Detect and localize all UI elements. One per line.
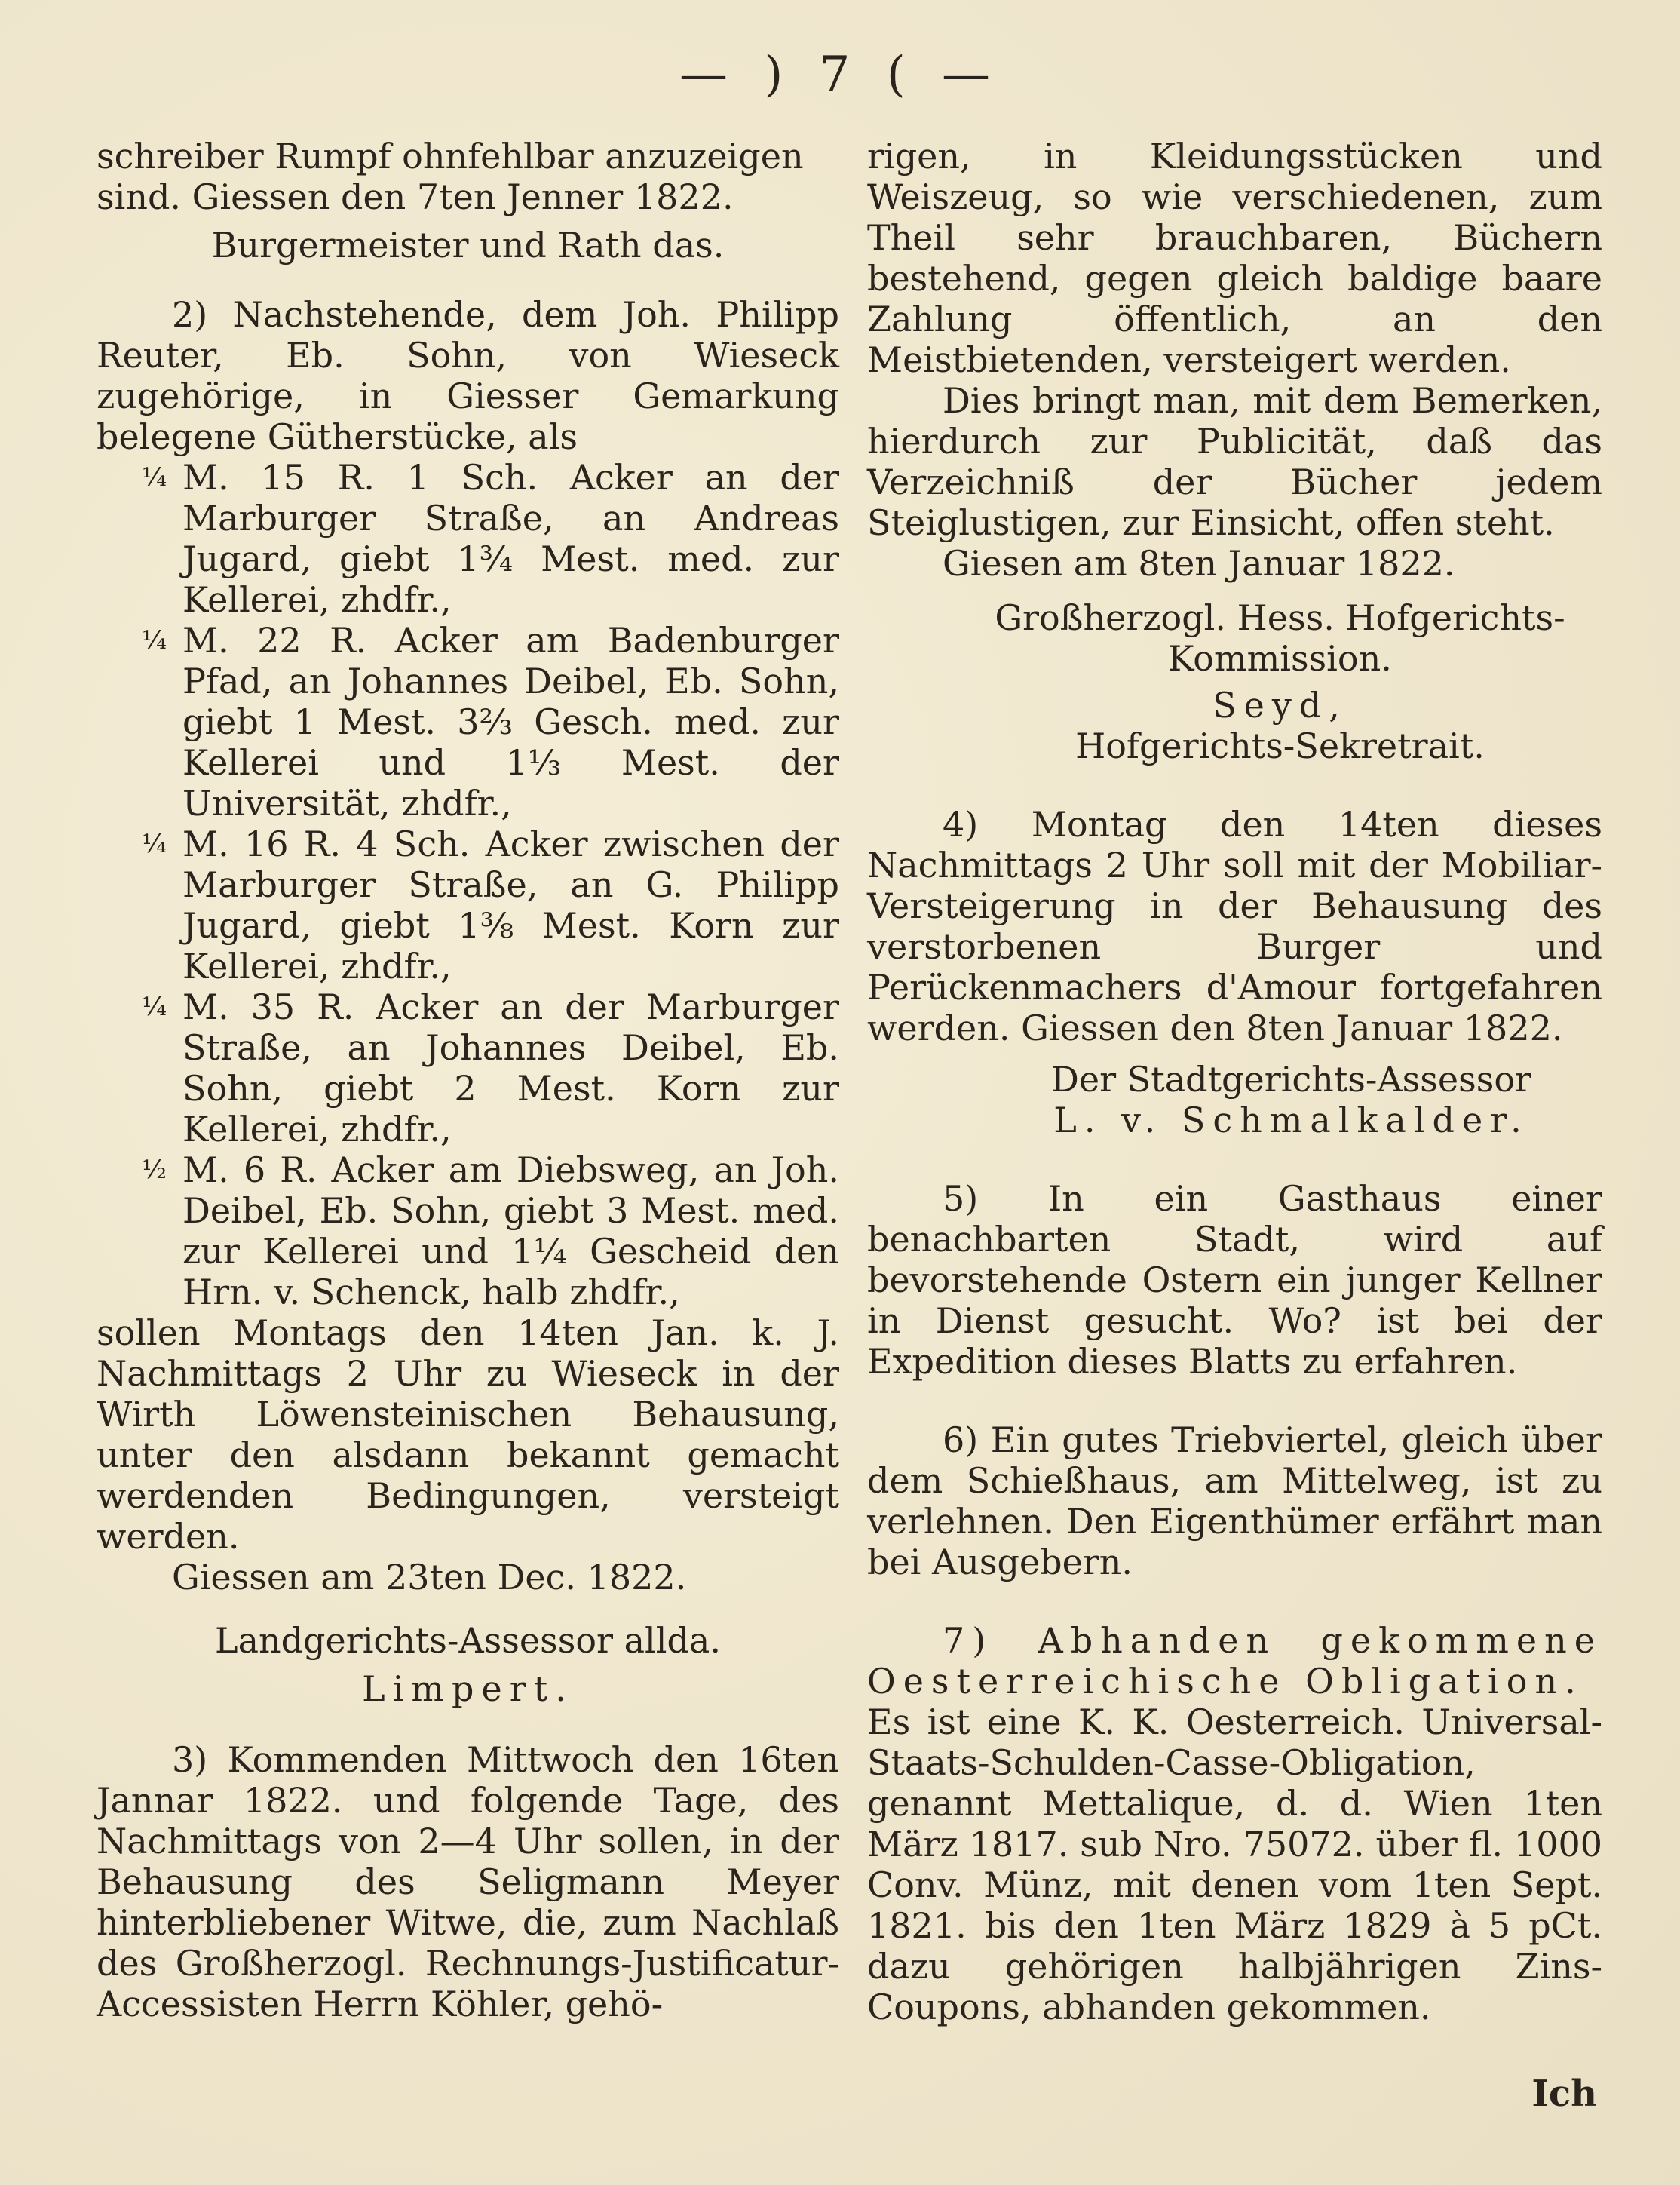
list-item-text: M. 22 R. Acker am Badenburger Pfad, an Johannes Deibel, Eb. Sohn, giebt 1 Mest. 3⅔ Gesch. med. zur Kellerei und 1⅓ Mest. der Universität, zhdfr., [182,620,839,824]
paragraph-2-body: sollen Montags den 14ten Jan. k. J. Nachmittags 2 Uhr zu Wieseck in der Wirth Löwensteinischen Behausung, unter den alsdann bekannt gemacht werdenden Bedingungen, versteigt werden. [97,1312,839,1557]
text-line: sind. Giessen den 7ten Jenner 1822. [97,176,734,217]
list-item [143,824,839,987]
signature-name: L. v. Schmalkalder. [1053,1100,1529,1140]
page-number: — ) 7 ( — [679,47,1001,103]
fraction: ½ [142,1155,167,1185]
signature-office: Der Stadtgerichts-Assessor [1050,1059,1531,1100]
fraction: ¼ [142,829,167,859]
list-item-text: M. 15 R. 1 Sch. Acker an der Marburger Straße, an Andreas Jugard, giebt 1¾ Mest. med. zur Kellerei, zhdfr., [182,457,839,620]
list-item-text: M. 35 R. Acker an der Marburger Straße, an Johannes Deibel, Eb. Sohn, giebt 2 Mest. Korn zur Kellerei, zhdfr., [182,987,839,1149]
list-item-text: M. 6 R. Acker am Diebsweg, an Joh. Deibel, Eb. Sohn, giebt 3 Mest. med. zur Kellerei und 1¼ Gescheid den Hrn. v. Schenck, halb zhdfr., [182,1149,839,1312]
paragraph-3-body: 3) Kommenden Mittwoch den 16ten Jannar 1822. und folgende Tage, des Nachmittags von 2—4 Uhr sollen, in der Behausung des Seligmann Meyer hinterbliebener Witwe, die, zum Nachlaß des Großherzogl. Rechnungs-Justificatur-Accessisten Herrn Köhler, gehö- [97,1739,839,2024]
signature-title: Hofgerichts-Sekretrait. [1075,726,1485,766]
list-item [143,1149,839,1312]
paragraph-7-body: Es ist eine K. K. Oesterreich. Universal-Staats-Schulden-Casse-Obligation, genannt Mettalique, d. d. Wien 1ten März 1817. sub Nro. 75072. über fl. 1000 Conv. Münz, mit denen vom 1ten Sept. 1821. bis den 1ten März 1829 à 5 pCt. dazu gehörigen halbjährigen Zins-Coupons, abhanden gekommen. [867,1702,1602,2027]
right-column [867,136,1602,2027]
paragraph-5-body: 5) In ein Gasthaus einer benachbarten Stadt, wird auf bevorstehende Ostern ein junger Kellner in Dienst gesucht. Wo? ist bei der Expedition dieses Blatts zu erfahren. [867,1178,1602,1382]
fraction: ¼ [142,992,167,1022]
left-column [97,136,839,2024]
paragraph-7-title: 7) Abhanden gekommene Oesterreichische Obligation. [867,1620,1602,1702]
date-line: Giesen am 8ten Januar 1822. [943,543,1455,584]
list-item [143,620,839,824]
list-item [143,987,839,1149]
signature: Burgermeister und Rath das. [211,225,725,265]
paragraph-2-intro: 2) Nachstehende, dem Joh. Philipp Reuter, Eb. Sohn, von Wieseck zugehörige, in Giesser Gemarkung belegene Gütherstücke, als [97,294,839,457]
fraction: ¼ [142,625,167,655]
paragraph-3-continued: rigen, in Kleidungsstücken und Weiszeug, so wie verschiedenen, zum Theil sehr brauchbaren, Büchern bestehend, gegen gleich baldige baare Zahlung öffentlich, an den Meistbietenden, versteigert werden. [867,136,1602,380]
signature-name: Seyd, [1212,685,1347,726]
paragraph-3-note: Dies bringt man, mit dem Bemerken, hierdurch zur Publicität, daß das Verzeichniß der Bücher jedem Steiglustigen, zur Einsicht, offen steht. [867,380,1602,543]
text-line: schreiber Rumpf ohnfehlbar anzuzeigen [97,136,804,176]
list-item-text: M. 16 R. 4 Sch. Acker zwischen der Marburger Straße, an G. Philipp Jugard, giebt 1⅜ Mest. Korn zur Kellerei, zhdfr., [182,824,839,987]
paragraph-4-body: 4) Montag den 14ten dieses Nachmittags 2 Uhr soll mit der Mobiliar-Versteigerung in der Behausung des verstorbenen Burger und Perückenmachers d'Amour fortgefahren werden. Giessen den 8ten Januar 1822. [867,804,1602,1048]
catchword: Ich [1531,2073,1597,2115]
paragraph-6-body: 6) Ein gutes Triebviertel, gleich über dem Schießhaus, am Mittelweg, ist zu verlehnen. Den Eigenthümer erfährt man bei Ausgebern. [867,1419,1602,1582]
fraction: ¼ [142,462,167,493]
signature-office: Großherzogl. Hess. Hofgerichts-Kommission. [995,597,1565,679]
date-line: Giessen am 23ten Dec. 1822. [172,1557,687,1597]
list-item [143,457,839,620]
signature-office: Landgerichts-Assessor allda. [215,1620,721,1661]
signature-name: Limpert. [362,1668,574,1709]
